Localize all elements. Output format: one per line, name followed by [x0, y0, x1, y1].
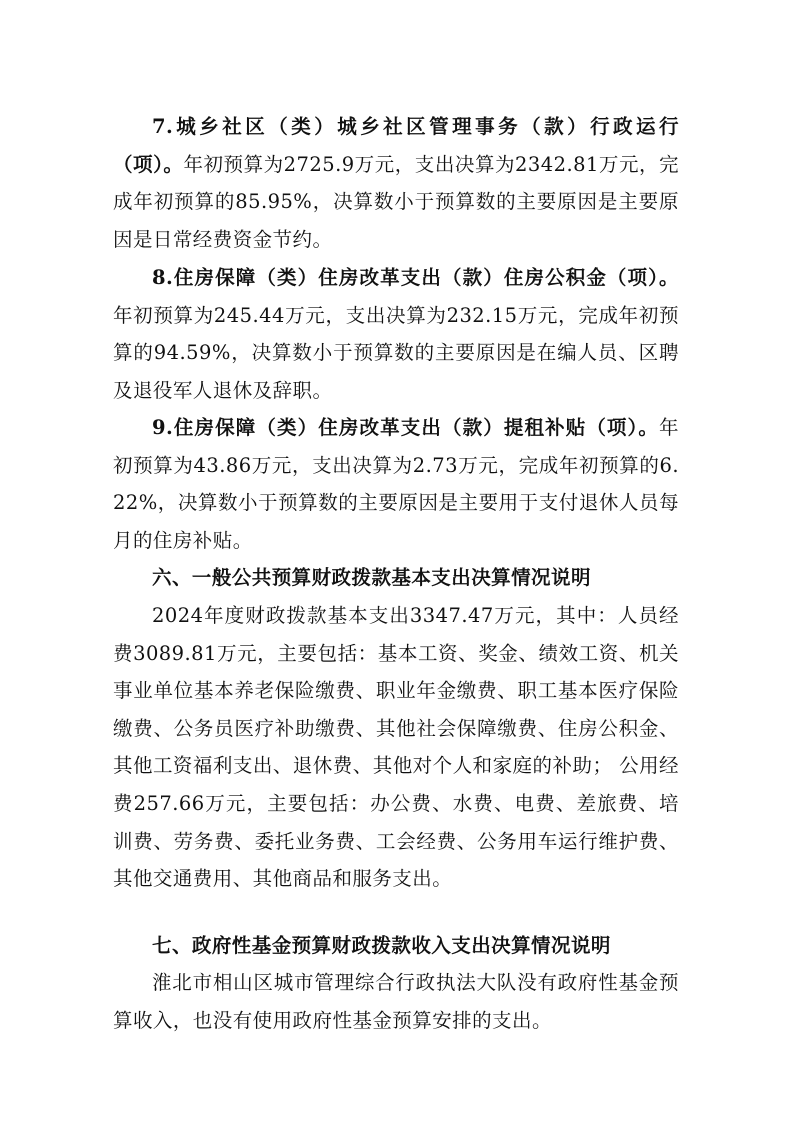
- section-6-heading: 六、一般公共预算财政拨款基本支出决算情况说明: [152, 566, 591, 589]
- item-8-label: 8.住房保障（类）住房改革支出（款）住房公积金（项）。: [152, 266, 679, 289]
- section-6-body: 2024年度财政拨款基本支出3347.47万元，其中：人员经费3089.81万元，主要包括：基本工资、奖金、绩效工资、机关事业单位基本养老保险缴费、职业年金缴费、职工基本医疗保险缴费、公务员医疗补助缴费、其他社会保障缴费、住房公积金、其他工资福利支出、退休费、其他对个人和家庭的补助； 公用经费257.66万元，主要包括：办公费、水费、电费、差旅费、培训费、劳务费、委托业务费、工会经费、公务用车运行维护费、其他交通费用、其他商品和服务支出。: [113, 604, 679, 891]
- item-7-text: 年初预算为2725.9万元，支出决算为2342.81万元，完成年初预算的85.95%，决算数小于预算数的主要原因是主要原因是日常经费资金节约。: [113, 152, 679, 251]
- section-7-body: 淮北市相山区城市管理综合行政执法大队没有政府性基金预算收入，也没有使用政府性基金预算安排的支出。: [113, 971, 679, 1032]
- item-8-text: 年初预算为245.44万元，支出决算为232.15万元，完成年初预算的94.59%，决算数小于预算数的主要原因是在编人员、区聘及退役军人退休及辞职。: [113, 303, 679, 402]
- item-7-paragraph: [113, 108, 679, 258]
- section-7-heading: 七、政府性基金预算财政拨款收入支出决算情况说明: [152, 934, 611, 957]
- item-9-label: 9.住房保障（类）住房改革支出（款）提租补贴（项）。: [152, 416, 660, 439]
- item-9-paragraph: [113, 409, 679, 559]
- item-8-paragraph: [113, 259, 679, 409]
- item-7-label: 7.城乡社区（类）城乡社区管理事务（款）行政运行（项）。: [113, 115, 679, 176]
- item-9-text: 年初预算为43.86万元，支出决算为2.73万元，完成年初预算的6.22%，决算数小于预算数的主要原因是主要用于支付退休人员每月的住房补贴。: [113, 416, 679, 552]
